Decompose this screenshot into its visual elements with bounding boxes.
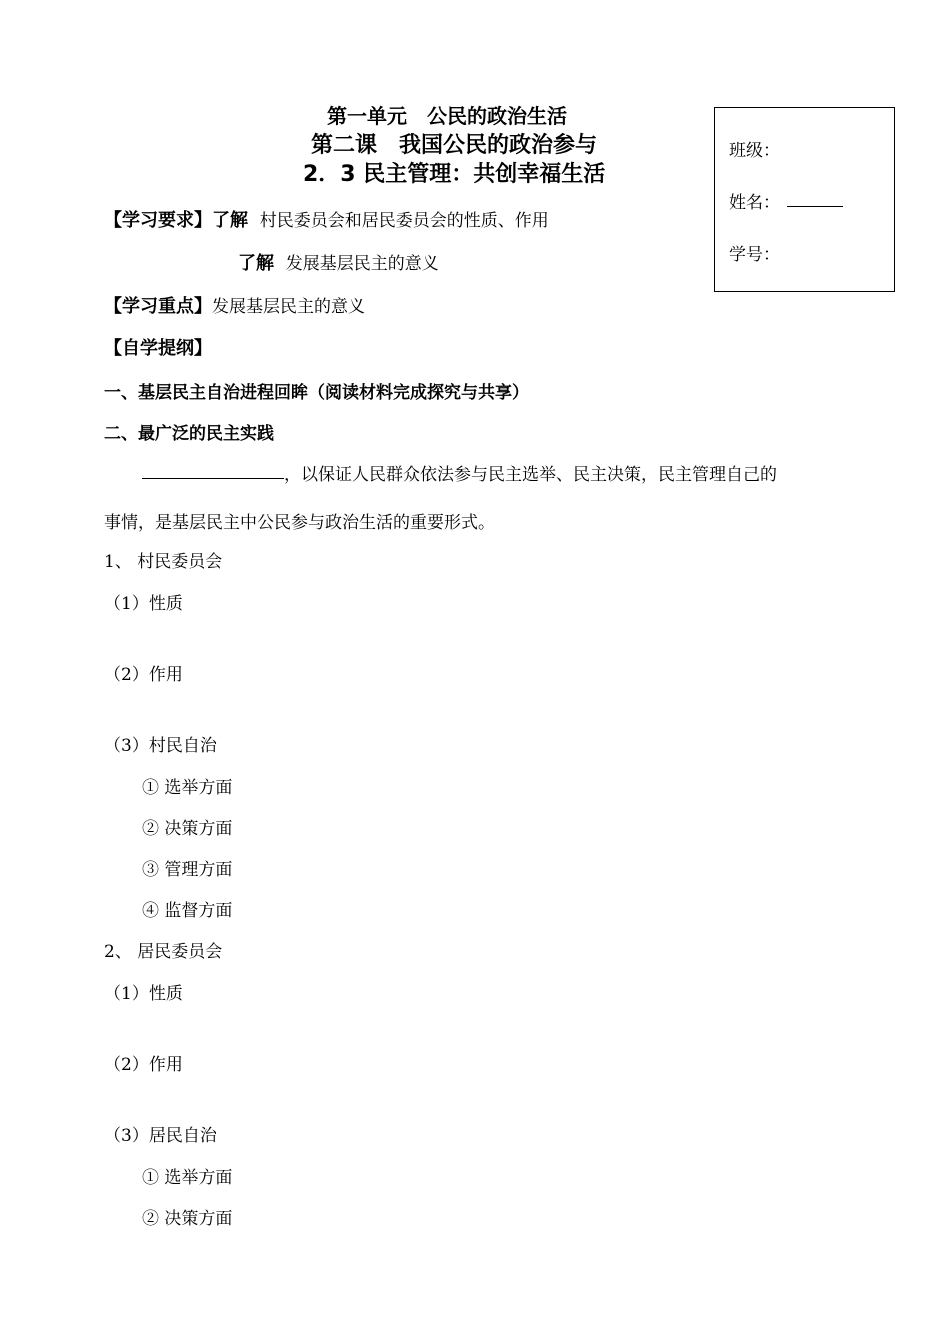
lesson-title: 第二课 我国公民的政治参与 <box>311 133 598 158</box>
requirement-text: 村民委员会和居民委员会的性质、作用 <box>259 211 549 231</box>
requirement-text: 发展基层民主的意义 <box>285 254 439 274</box>
unit-title: 第一单元 公民的政治生活 <box>327 104 567 128</box>
outline-label: 【自学提纲】 <box>104 338 212 359</box>
para-line-1: ，以保证人民群众依法参与民主选举、民主决策，民主管理自己的 <box>284 465 777 485</box>
para-line-2: 事情，是基层民主中公民参与政治生活的重要形式。 <box>104 513 495 533</box>
village-aspect-decision: ② 决策方面 <box>142 819 233 839</box>
village-self-governance: （3）村民自治 <box>104 736 217 756</box>
section-1-heading: 一、基层民主自治进程回眸（阅读材料完成探究与共享） <box>104 383 529 403</box>
village-aspect-election: ① 选举方面 <box>142 778 233 798</box>
class-label: 班级： <box>729 141 780 161</box>
requirements-row-1 <box>104 206 549 232</box>
name-blank[interactable] <box>787 206 843 207</box>
fill-in-blank[interactable] <box>142 478 284 479</box>
student-info-box <box>714 107 895 292</box>
village-nature: （1）性质 <box>104 594 183 614</box>
focus-label: 【学习重点】 <box>104 296 212 317</box>
village-role: （2）作用 <box>104 665 183 685</box>
section-2-heading: 二、最广泛的民主实践 <box>104 424 274 444</box>
name-label: 姓名： <box>729 193 780 213</box>
resident-aspect-election: ① 选举方面 <box>142 1168 233 1188</box>
village-aspect-supervision: ④ 监督方面 <box>142 901 233 921</box>
resident-self-governance: （3）居民自治 <box>104 1126 217 1146</box>
requirement-verb: 了解 <box>238 253 274 274</box>
section-title: 2．3 民主管理：共创幸福生活 <box>303 162 606 187</box>
requirements-label: 【学习要求】 <box>104 210 212 231</box>
focus-text: 发展基层民主的意义 <box>212 297 365 317</box>
requirement-verb: 了解 <box>212 210 248 231</box>
resident-role: （2）作用 <box>104 1055 183 1075</box>
resident-nature: （1）性质 <box>104 984 183 1004</box>
village-committee-heading: 1、 村民委员会 <box>104 552 223 572</box>
village-aspect-management: ③ 管理方面 <box>142 860 233 880</box>
id-label: 学号： <box>729 245 780 265</box>
requirements-row-2 <box>238 249 439 275</box>
resident-aspect-decision: ② 决策方面 <box>142 1209 233 1229</box>
focus-row <box>104 292 365 318</box>
resident-committee-heading: 2、 居民委员会 <box>104 942 223 962</box>
